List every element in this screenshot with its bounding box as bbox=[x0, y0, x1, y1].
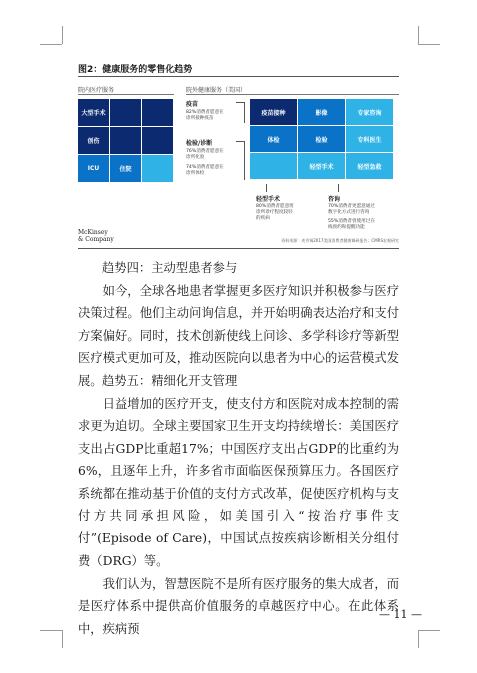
checkup-stat-line: 74%消费者愿意在 bbox=[186, 165, 224, 170]
consult-stat-line: 70%消费者更愿意通过 bbox=[328, 204, 375, 209]
checkup-stat-line: 76%消费者愿意在 bbox=[186, 149, 224, 154]
right-grid-cell: 轻型急救 bbox=[346, 153, 393, 179]
consult-bracket bbox=[338, 184, 340, 192]
left-grid-cell bbox=[142, 155, 173, 182]
crop-mark-bl-v bbox=[62, 630, 63, 648]
consult-stat-b bbox=[328, 219, 375, 231]
trend5-heading-text: 趋势五：精细化开支管理 bbox=[102, 374, 238, 388]
right-grid-cell: 专家咨询 bbox=[346, 99, 393, 125]
checkup-bracket bbox=[236, 141, 245, 180]
right-grid-cell: 疫苗接种 bbox=[250, 99, 297, 125]
left-panel-underline bbox=[78, 94, 174, 95]
crop-mark-tl-v bbox=[62, 26, 63, 44]
crop-mark-bl-h bbox=[40, 630, 62, 631]
crop-mark-tl-h bbox=[40, 44, 62, 45]
surgery-stat bbox=[256, 204, 294, 222]
logo-line: & Company bbox=[78, 236, 114, 243]
left-grid-cell bbox=[142, 127, 173, 154]
consult-stat-a bbox=[328, 204, 375, 216]
right-grid-cell bbox=[250, 153, 297, 179]
figure-source: 资料来源：麦肯锡2017美国消费者健康调研报告；CMRS宏观研究 bbox=[281, 238, 399, 243]
right-grid-cell: 轻型手术 bbox=[298, 153, 345, 179]
checkup-stat-line: 诊所体检 bbox=[186, 171, 205, 176]
left-grid-cell: 住院 bbox=[110, 155, 141, 182]
left-grid-cell: 创伤 bbox=[78, 127, 109, 154]
surgery-stat-line: 诊所诊疗程度较轻 bbox=[256, 210, 293, 215]
mckinsey-logo bbox=[78, 229, 114, 243]
right-grid-cell: 检验 bbox=[298, 126, 345, 152]
logo-line: McKinsey bbox=[78, 229, 108, 236]
trend4-heading bbox=[78, 257, 399, 279]
figure-top-rule bbox=[78, 76, 399, 77]
checkup-title: 检验/诊断 bbox=[186, 140, 213, 147]
right-panel-label: 院外健康服务（美国） bbox=[186, 87, 247, 94]
consult-stat-line: 数字化方式进行咨询 bbox=[328, 210, 370, 215]
vaccine-title: 疫苗 bbox=[186, 101, 199, 108]
left-grid-cell: ICU bbox=[78, 155, 109, 182]
vaccine-stat bbox=[186, 110, 224, 122]
trend4-paragraph: 如今，全球各地患者掌握更多医疗知识并积极参与医疗决策过程。他们主动问询信息，并开始明确表达治疗和支付方案偏好。同时，技术创新使线上问诊、多学科诊疗等新型医疗模式更加可及，推动医院向以患者为中心的运营模式发展。 bbox=[78, 284, 399, 388]
surgery-title: 轻型手术 bbox=[256, 196, 281, 203]
trend4-heading-text: 趋势四：主动型患者参与 bbox=[102, 261, 238, 275]
page-number: — 11 — bbox=[379, 608, 422, 621]
checkup-stat-b bbox=[186, 165, 224, 177]
left-panel-label: 院内医疗服务 bbox=[78, 87, 115, 94]
right-grid-cell: 专科医生 bbox=[346, 126, 393, 152]
left-grid-cell bbox=[110, 99, 141, 126]
vaccine-bracket bbox=[236, 102, 245, 123]
closing-paragraph: 我们认为，智慧医院不是所有医疗服务的集大成者，而是医疗体系中提供高价值服务的卓越医疗中心。在此体系中，疾病预 bbox=[78, 577, 399, 636]
figure-bottom-rule bbox=[78, 248, 399, 249]
checkup-stat-a bbox=[186, 149, 224, 161]
left-grid-cell bbox=[110, 127, 141, 154]
vaccine-stat-line: 诊所接种疫苗 bbox=[186, 116, 214, 121]
surgery-stat-line: 的疾病 bbox=[256, 216, 270, 221]
consult-stat-line: 55%消费者曾使用过在 bbox=[328, 219, 375, 224]
trend5-paragraph: 日益增加的医疗开支，使支付方和医院对成本控制的需求更为迫切。全球主要国家卫生开支均持续增长：美国医疗支出占GDP比重超17%；中国医疗支出占GDP的比重约为6%，且逐年上升，许多省市面临医保预算压力。各国医疗系统都在推动基于价值的支付方式改革，促使医疗机构与支付方共同承担风险，如美国引入“按治疗事件支付”(Episode of Care)，中国试点按疾病诊断相关分组付费（DRG）等。 bbox=[78, 397, 399, 568]
crop-mark-br-v bbox=[418, 630, 419, 648]
right-panel-underline bbox=[186, 94, 399, 95]
consult-title: 咨询 bbox=[328, 196, 341, 203]
left-grid-cell: 大型手术 bbox=[78, 99, 109, 126]
consult-stat-line: 线预约和提醒功能 bbox=[328, 225, 365, 230]
surgery-stat-line: 80%消费者愿意剪 bbox=[256, 204, 294, 209]
crop-mark-br-h bbox=[418, 630, 440, 631]
vaccine-stat-line: 82%消费者愿意在 bbox=[186, 110, 224, 115]
right-grid-cell: 体检 bbox=[250, 126, 297, 152]
crop-mark-tr-h bbox=[418, 44, 440, 45]
trend5-heading bbox=[78, 370, 399, 392]
checkup-stat-line: 诊所化验 bbox=[186, 155, 205, 160]
crop-mark-tr-v bbox=[418, 26, 419, 44]
figure-title: 图2：健康服务的零售化趋势 bbox=[78, 65, 193, 75]
right-grid-cell: 影像 bbox=[298, 99, 345, 125]
surgery-bracket bbox=[266, 184, 268, 192]
left-grid-cell bbox=[142, 99, 173, 126]
